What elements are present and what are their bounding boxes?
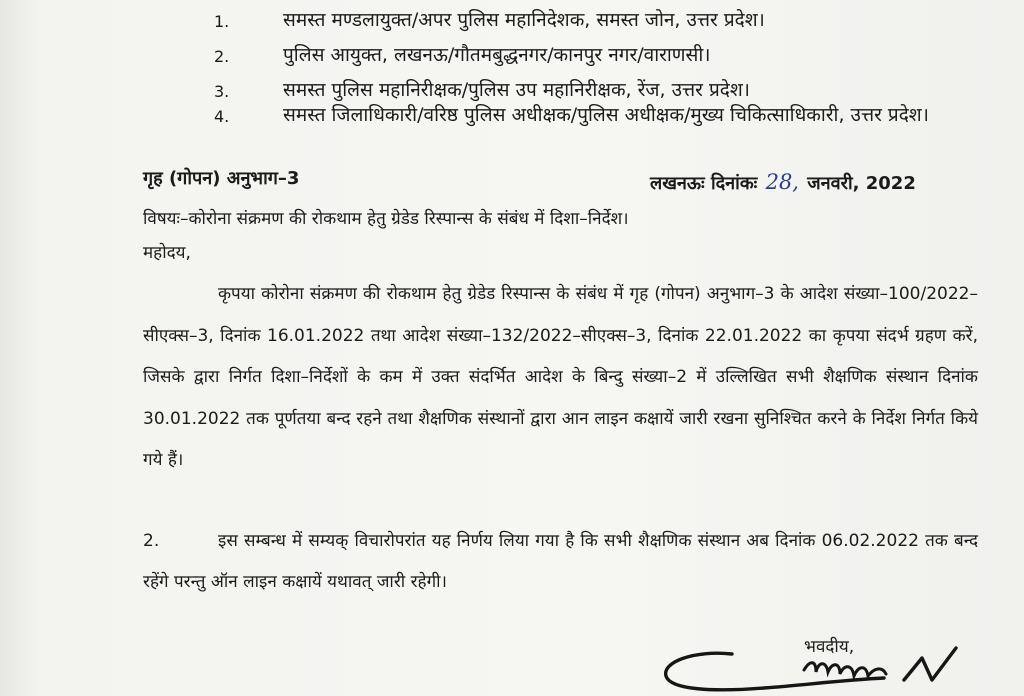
recipient-text: समस्त मण्डलायुक्त/अपर पुलिस महानिदेशक, समस्त जोन, उत्तर प्रदेश। — [283, 9, 765, 31]
paragraph-number: 2. — [143, 531, 160, 551]
closing-text: भवदीय, — [804, 637, 855, 657]
department-heading: गृह (गोपन) अनुभाग–3 — [143, 168, 300, 189]
body-paragraph-1: कृपया कोरोना संक्रमण की रोकथाम हेतु ग्रेडेड रिस्पान्स के संबंध में गृह (गोपन) अनुभाग–3 के आदेश संख्या–100/2022–सीएक्स–3, दिनांक 16.01.2022 तथा आदेश संख्या–132/2022–सीएक्स–3, दिनांक 22.01.2022 का कृपया संदर्भ ग्रहण करें, जिसके द्वारा निर्गत दिशा–निर्देशों के कम में उक्त संदर्भित आदेश के बिन्दु संख्या–2 में उल्लिखित सभी शैक्षणिक संस्थान दिनांक 30.01.2022 तक पूर्णतया बन्द रहने तथा शैक्षणिक संस्थानों द्वारा आन लाइन कक्षायें जारी रखना सुनिश्चित करने के निर्देश निर्गत किये गये हैं। — [143, 284, 978, 470]
handwritten-signature — [654, 640, 984, 696]
subject-line: विषयः–कोरोना संक्रमण की रोकथाम हेतु ग्रेडेड रिस्पान्स के संबंध में दिशा–निर्देश। — [143, 209, 629, 229]
date-month-year: जनवरी, 2022 — [807, 173, 916, 194]
salutation: महोदय, — [143, 243, 191, 263]
recipient-number: 2. — [214, 47, 230, 66]
body-paragraph-2 — [143, 521, 978, 603]
recipient-text: समस्त जिलाधिकारी/वरिष्ठ पुलिस अधीक्षक/पुलिस अधीक्षक/मुख्य चिकित्साधिकारी, उत्तर प्रदेश। — [283, 104, 929, 126]
recipient-number: 3. — [214, 82, 230, 101]
paragraph-text: इस सम्बन्ध में सम्यक् विचारोपरांत यह निर्णय लिया गया है कि सभी शैक्षणिक संस्थान अब दिनांक 06.02.2022 तक बन्द रहेंगे परन्तु ऑन लाइन कक्षायें यथावत् जारी रहेगी। — [143, 531, 978, 592]
date-line — [650, 170, 916, 195]
date-day-handwritten: 28, — [765, 170, 799, 194]
recipient-number: 4. — [214, 107, 230, 126]
recipient-text: पुलिस आयुक्त, लखनऊ/गौतमबुद्धनगर/कानपुर नगर/वाराणसी। — [283, 44, 711, 66]
recipient-text: समस्त पुलिस महानिरीक्षक/पुलिस उप महानिरीक्षक, रेंज, उत्तर प्रदेश। — [283, 79, 750, 101]
date-prefix: लखनऊः दिनांकः — [650, 173, 758, 194]
recipient-number: 1. — [214, 12, 230, 31]
